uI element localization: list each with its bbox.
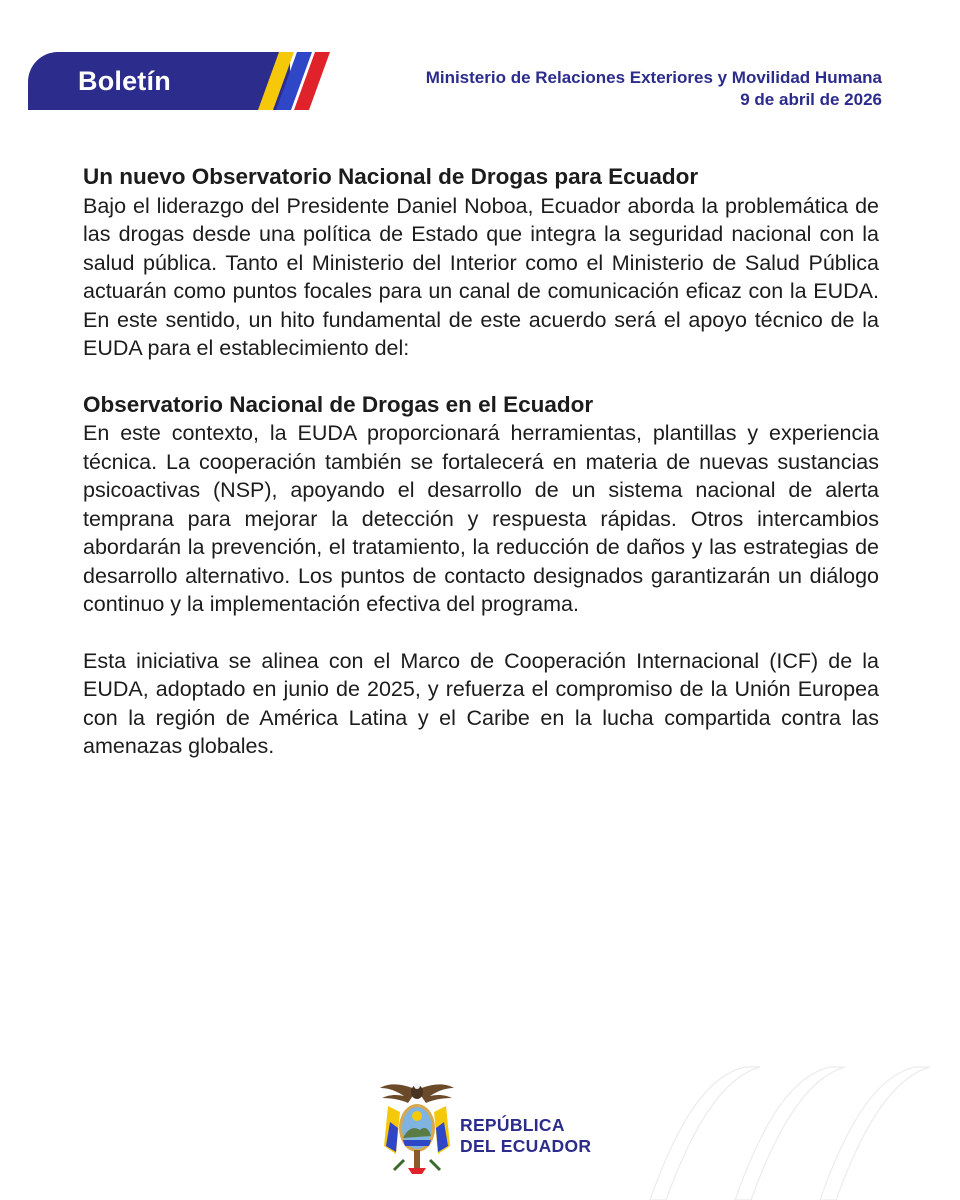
bulletin-date: 9 de abril de 2026 <box>740 90 882 109</box>
section-body: En este contexto, la EUDA proporcionará herramientas, plantillas y experiencia técnica. La cooperación también se fortalecerá en materia de nuevas sustancias psicoactivas (NSP), apoyando el desarrollo de un sistema nacional de alerta temprana para mejorar la detección y respuesta rápidas. Otros intercambios abordarán la prevención, el tratamiento, la reducción de daños y las estrategias de desarrollo alternativo. Los puntos de contacto designados garantizarán un diálogo continuo y la implementación efectiva del programa. <box>83 421 879 616</box>
ministry-name: Ministerio de Relaciones Exteriores y Movilidad Humana <box>425 68 882 87</box>
country-line2: DEL ECUADOR <box>460 1136 592 1156</box>
article <box>83 163 879 789</box>
flag-stripes-icon <box>246 52 338 110</box>
country-name <box>460 1115 591 1157</box>
section-title: Observatorio Nacional de Drogas en el Ecuador <box>83 391 594 417</box>
bulletin-label: Boletín <box>78 66 171 96</box>
ministry-header <box>426 67 882 111</box>
section-title: Un nuevo Observatorio Nacional de Drogas para Ecuador <box>83 164 699 189</box>
closing-paragraph: Esta iniciativa se alinea con el Marco de Cooperación Internacional (ICF) de la EUDA, adoptado en junio de 2025, y refuerza el compromiso de la Unión Europea con la región de América Latina y el Caribe en la lucha compartida contra las amenazas globales. <box>83 648 879 758</box>
country-line1: REPÚBLICA <box>460 1115 565 1135</box>
decorative-arcs <box>640 1055 940 1200</box>
coat-of-arms-icon <box>374 1076 460 1176</box>
section-body: Bajo el liderazgo del Presidente Daniel Noboa, Ecuador aborda la problemática de las drogas desde una política de Estado que integra la seguridad nacional con la salud pública. Tanto el Ministerio del Interior como el Ministerio de Salud Pública actuarán como puntos focales para un canal de comunicación eficaz con la EUDA. En este sentido, un hito fundamental de este acuerdo será el apoyo técnico de la EUDA para el establecimiento del: <box>83 193 879 360</box>
